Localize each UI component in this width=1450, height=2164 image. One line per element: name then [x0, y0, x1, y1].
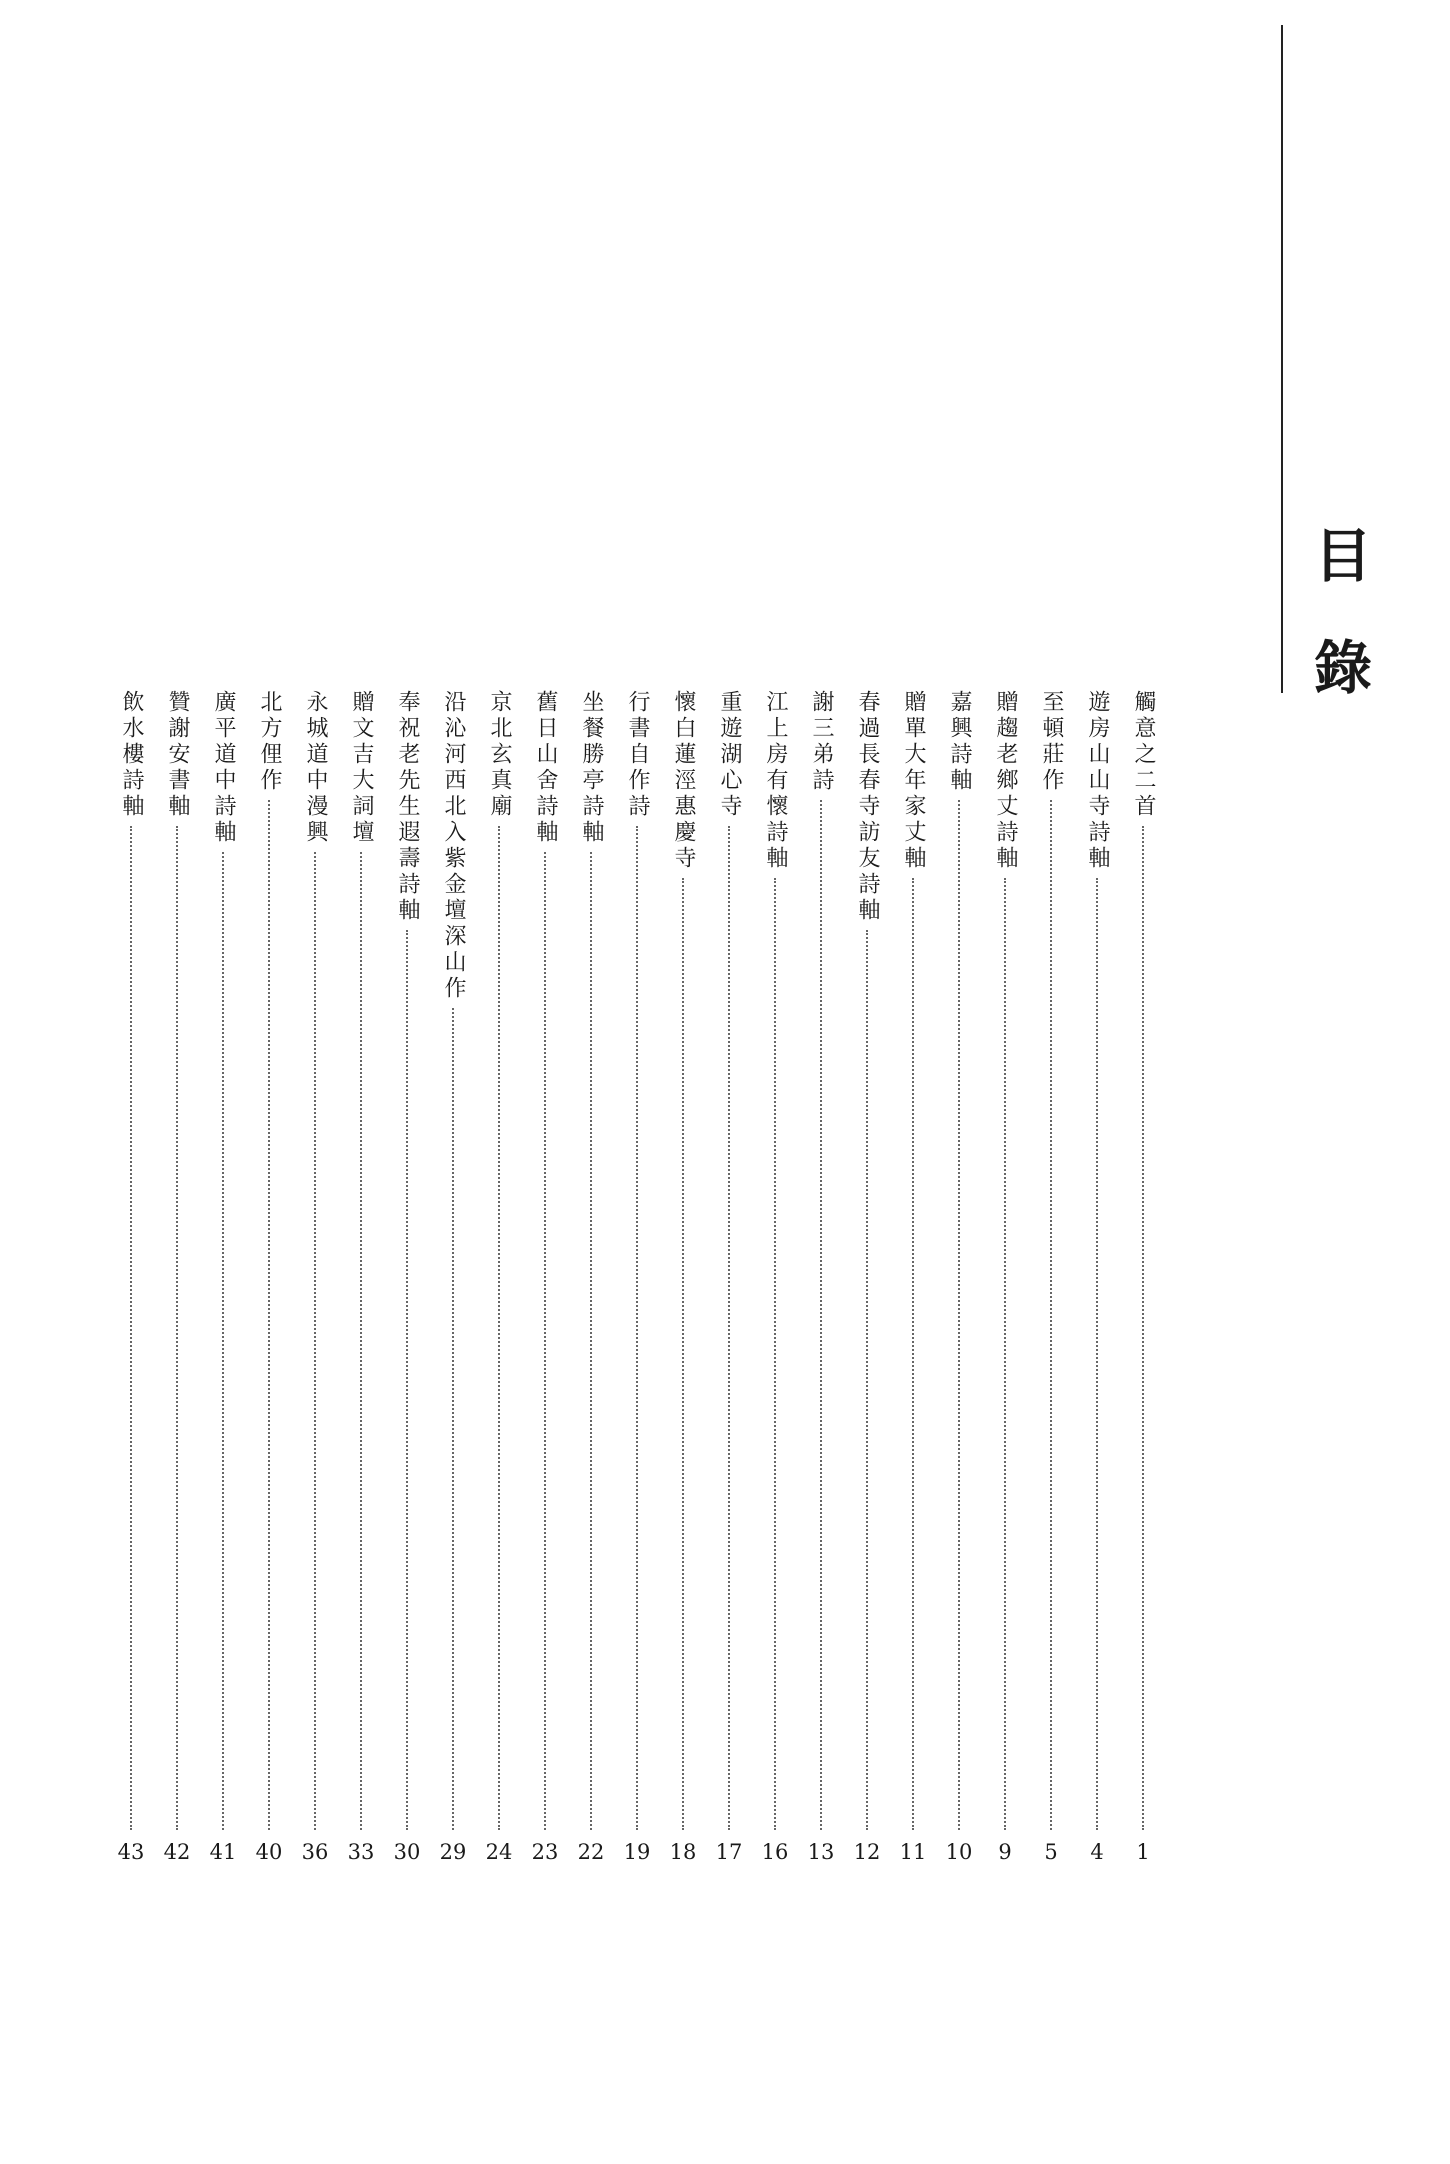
toc-entry[interactable]	[937, 690, 981, 1880]
toc-entry-page-number: 4	[1090, 1840, 1104, 1864]
toc-entry-page-number: 29	[439, 1840, 467, 1864]
heading-char-1: 目	[1313, 522, 1372, 590]
toc-entry[interactable]	[615, 690, 659, 1880]
toc-entry[interactable]	[523, 690, 567, 1880]
dotted-leader	[728, 826, 730, 1830]
toc-entry-title: 廣平道中詩軸	[211, 690, 236, 846]
dotted-leader	[866, 930, 868, 1830]
toc-entry-page-number: 11	[899, 1840, 927, 1864]
toc-entry[interactable]	[845, 690, 889, 1880]
dotted-leader	[176, 826, 178, 1830]
toc-entry-title: 重遊湖心寺	[717, 690, 742, 820]
toc-entry[interactable]	[799, 690, 843, 1880]
toc-entry-page-number: 19	[623, 1840, 651, 1864]
dotted-leader	[912, 878, 914, 1830]
dotted-leader	[544, 852, 546, 1830]
toc-entry[interactable]	[1121, 690, 1165, 1880]
toc-entry-title: 贊謝安書軸	[165, 690, 190, 820]
heading-divider	[1281, 25, 1283, 693]
dotted-leader	[682, 878, 684, 1830]
toc-entry[interactable]	[983, 690, 1027, 1880]
toc-entry-title: 永城道中漫興	[303, 690, 328, 846]
dotted-leader	[130, 826, 132, 1830]
toc-entry-page-number: 13	[807, 1840, 835, 1864]
dotted-leader	[452, 1008, 454, 1830]
toc-entry-page-number: 17	[715, 1840, 743, 1864]
toc-entry-page-number: 16	[761, 1840, 789, 1864]
toc-entry[interactable]	[293, 690, 337, 1880]
toc-entry-page-number: 22	[577, 1840, 605, 1864]
toc-entry-title: 北方俚作	[257, 690, 282, 794]
toc-entry-title: 嘉興詩軸	[947, 690, 972, 794]
dotted-leader	[314, 852, 316, 1830]
toc-entry-title: 沿沁河西北入紫金壇深山作	[441, 690, 466, 1002]
toc-entry-title: 贈單大年家丈軸	[901, 690, 926, 872]
heading-char-2: 錄	[1313, 634, 1372, 702]
toc-entry-title: 奉祝老先生遐壽詩軸	[395, 690, 420, 924]
toc-entry-page-number: 12	[853, 1840, 881, 1864]
dotted-leader	[222, 852, 224, 1830]
toc-entry[interactable]	[753, 690, 797, 1880]
toc-entry-title: 遊房山山寺詩軸	[1085, 690, 1110, 872]
toc-entry-title: 行書自作詩	[625, 690, 650, 820]
toc-entry-page-number: 18	[669, 1840, 697, 1864]
toc-entry-page-number: 23	[531, 1840, 559, 1864]
toc-entry-title: 春過長春寺訪友詩軸	[855, 690, 880, 924]
toc-entry[interactable]	[201, 690, 245, 1880]
dotted-leader	[590, 852, 592, 1830]
dotted-leader	[1096, 878, 1098, 1830]
toc-entry[interactable]	[339, 690, 383, 1880]
dotted-leader	[1004, 878, 1006, 1830]
dotted-leader	[268, 800, 270, 1830]
toc-entry[interactable]	[247, 690, 291, 1880]
toc-entry-page-number: 10	[945, 1840, 973, 1864]
toc-entry-page-number: 36	[301, 1840, 329, 1864]
toc-entry-page-number: 41	[209, 1840, 237, 1864]
dotted-leader	[498, 826, 500, 1830]
toc-entry-title: 贈文吉大詞壇	[349, 690, 374, 846]
dotted-leader	[958, 800, 960, 1830]
toc-entry[interactable]	[1075, 690, 1119, 1880]
toc-entry[interactable]	[155, 690, 199, 1880]
toc-entry-page-number: 40	[255, 1840, 283, 1864]
toc-entry-page-number: 9	[998, 1840, 1012, 1864]
toc-entry-page-number: 30	[393, 1840, 421, 1864]
toc-entry-title: 觸意之二首	[1131, 690, 1156, 820]
toc-entry-title: 飲水樓詩軸	[119, 690, 144, 820]
dotted-leader	[360, 852, 362, 1830]
toc-entry-title: 贈趨老鄉丈詩軸	[993, 690, 1018, 872]
toc-entry-page-number: 42	[163, 1840, 191, 1864]
toc-entry-title: 懷白蓮涇惠慶寺	[671, 690, 696, 872]
toc-entry[interactable]	[1029, 690, 1073, 1880]
toc-entry-page-number: 1	[1136, 1840, 1150, 1864]
dotted-leader	[406, 930, 408, 1830]
toc-entry-page-number: 43	[117, 1840, 145, 1864]
toc-entry[interactable]	[661, 690, 705, 1880]
toc-entry-title: 坐餐勝亭詩軸	[579, 690, 604, 846]
toc-entry[interactable]	[707, 690, 751, 1880]
toc-entry-title: 江上房有懷詩軸	[763, 690, 788, 872]
toc-entry[interactable]	[431, 690, 475, 1880]
toc-entry[interactable]	[385, 690, 429, 1880]
dotted-leader	[820, 800, 822, 1830]
toc-entry-title: 謝三弟詩	[809, 690, 834, 794]
dotted-leader	[636, 826, 638, 1830]
toc-entry[interactable]	[109, 690, 153, 1880]
toc-entry-page-number: 5	[1044, 1840, 1058, 1864]
toc-entry[interactable]	[477, 690, 521, 1880]
dotted-leader	[1142, 826, 1144, 1830]
toc-entry[interactable]	[569, 690, 613, 1880]
dotted-leader	[774, 878, 776, 1830]
toc-entry[interactable]	[891, 690, 935, 1880]
toc-entry-title: 京北玄真廟	[487, 690, 512, 820]
toc-entry-page-number: 33	[347, 1840, 375, 1864]
toc-entry-title: 舊日山舍詩軸	[533, 690, 558, 846]
toc-entry-page-number: 24	[485, 1840, 513, 1864]
toc-entry-title: 至頓莊作	[1039, 690, 1064, 794]
dotted-leader	[1050, 800, 1052, 1830]
